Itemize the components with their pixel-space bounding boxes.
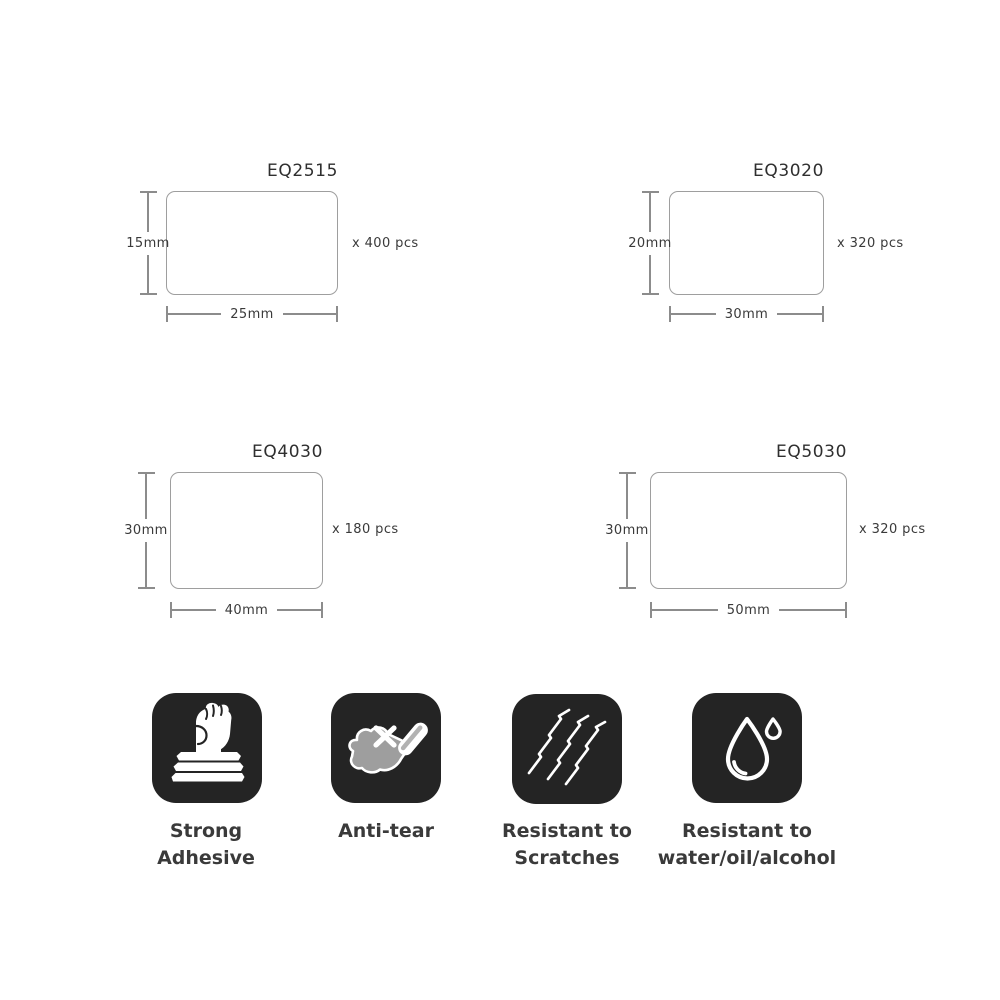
count-label: x 400 pcs xyxy=(352,236,419,251)
feature-tile-scratch-resistant xyxy=(512,694,622,804)
feature-tile-liquid-resistant xyxy=(692,693,802,803)
torn-paper-x-icon xyxy=(331,693,441,803)
feature-label-line: Scratches xyxy=(514,847,620,869)
dimension-line xyxy=(277,609,321,611)
width-label: 30mm xyxy=(724,306,769,322)
feature-label-line: Resistant to xyxy=(682,820,812,842)
feature-label-line: Resistant to xyxy=(502,820,632,842)
dimension-line xyxy=(626,474,628,519)
model-title: EQ3020 xyxy=(753,161,824,181)
width-dimension xyxy=(650,602,847,618)
count-label: x 180 pcs xyxy=(332,522,399,537)
dimension-line xyxy=(649,255,651,294)
feature-label-line: water/oil/alcohol xyxy=(657,847,837,869)
water-droplet-icon xyxy=(692,693,802,803)
feature-label-line: Adhesive xyxy=(157,847,255,869)
count-label: x 320 pcs xyxy=(837,236,904,251)
count-label: x 320 pcs xyxy=(859,522,926,537)
dimension-line xyxy=(777,313,822,315)
scratch-marks-icon xyxy=(512,694,622,804)
dimension-tick xyxy=(619,587,636,589)
dimension-line xyxy=(145,542,147,587)
model-title: EQ5030 xyxy=(776,442,847,462)
model-title: EQ2515 xyxy=(267,161,338,181)
height-dimension xyxy=(118,472,174,589)
dimension-line xyxy=(671,313,716,315)
width-label: 40mm xyxy=(224,602,269,618)
dimension-line xyxy=(779,609,845,611)
dimension-tick xyxy=(321,602,323,618)
dimension-line xyxy=(147,193,149,232)
dimension-tick xyxy=(138,587,155,589)
dimension-tick xyxy=(642,293,659,295)
label-outline xyxy=(650,472,847,589)
dimension-line xyxy=(283,313,337,315)
width-dimension xyxy=(669,306,824,322)
dimension-line xyxy=(626,542,628,587)
width-dimension xyxy=(170,602,323,618)
feature-tile-strong-adhesive xyxy=(152,693,262,803)
model-title: EQ4030 xyxy=(252,442,323,462)
dimension-line xyxy=(652,609,718,611)
dimension-line xyxy=(147,255,149,294)
width-dimension xyxy=(166,306,338,322)
dimension-line xyxy=(172,609,216,611)
dimension-line xyxy=(145,474,147,519)
dimension-line xyxy=(168,313,222,315)
dimension-tick xyxy=(140,293,157,295)
dimension-tick xyxy=(336,306,338,322)
feature-tile-anti-tear xyxy=(331,693,441,803)
feature-label-line: Strong xyxy=(169,820,243,842)
width-label: 50mm xyxy=(726,602,771,618)
dimension-line xyxy=(649,193,651,232)
height-label: 20mm xyxy=(628,235,672,251)
height-label: 30mm xyxy=(124,523,168,538)
dimension-tick xyxy=(822,306,824,322)
height-label: 15mm xyxy=(126,235,170,251)
width-label: 25mm xyxy=(230,306,274,322)
height-dimension xyxy=(599,472,655,589)
feature-label-line: Anti-tear xyxy=(338,820,434,842)
fist-pressing-sticker-icon xyxy=(152,693,262,803)
label-outline xyxy=(166,191,338,295)
height-dimension xyxy=(120,191,176,295)
label-outline xyxy=(669,191,824,295)
height-dimension xyxy=(622,191,678,295)
dimension-tick xyxy=(845,602,847,618)
label-outline xyxy=(170,472,323,589)
feature-label-liquid-resistant xyxy=(637,818,857,872)
height-label: 30mm xyxy=(605,523,649,538)
